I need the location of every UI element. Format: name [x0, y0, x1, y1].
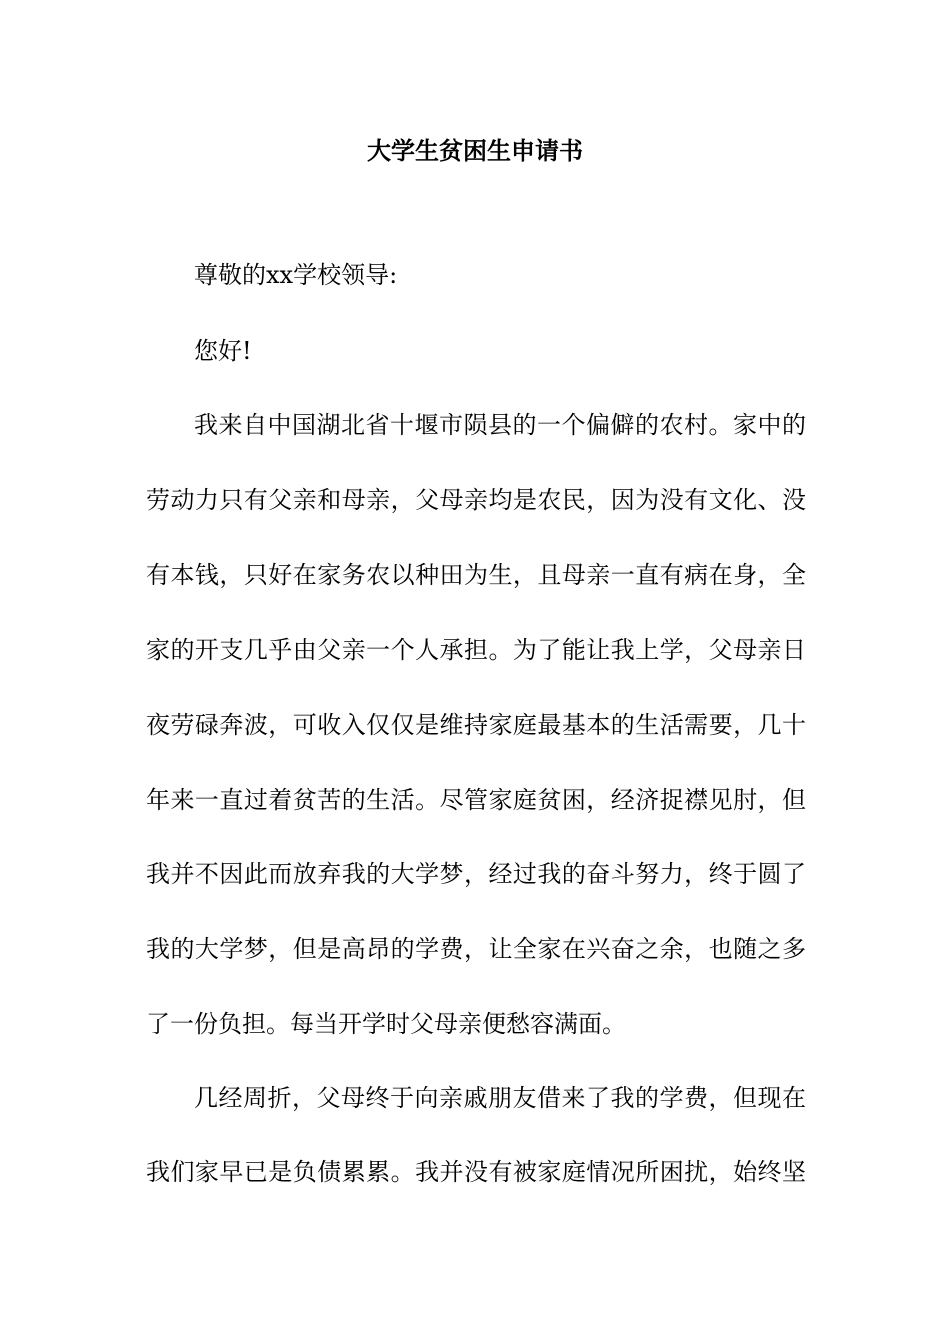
- paragraph-line: 劳动力只有父亲和母亲，父母亲均是农民，因为没有文化、没: [146, 486, 806, 514]
- paragraph-line: 有本钱，只好在家务农以种田为生，且母亲一直有病在身，全: [146, 561, 806, 589]
- paragraph-line: 夜劳碌奔波，可收入仅仅是维持家庭最基本的生活需要，几十: [146, 711, 806, 739]
- paragraph-line: 几经周折，父母终于向亲戚朋友借来了我的学费，但现在: [194, 1084, 806, 1112]
- paragraph-line: 我的大学梦，但是高昂的学费，让全家在兴奋之余，也随之多: [146, 935, 806, 963]
- paragraph-line: 我并不因此而放弃我的大学梦，经过我的奋斗努力，终于圆了: [146, 860, 806, 888]
- document-title: 大学生贫困生申请书: [367, 136, 583, 165]
- salutation: 尊敬的xx学校领导:: [194, 261, 398, 289]
- paragraph-line: 了一份负担。每当开学时父母亲便愁容满面。: [146, 1010, 626, 1038]
- greeting: 您好!: [194, 337, 252, 365]
- paragraph-line: 我们家早已是负债累累。我并没有被家庭情况所困扰，始终坚: [146, 1158, 806, 1186]
- paragraph-line: 家的开支几乎由父亲一个人承担。为了能让我上学，父母亲日: [146, 636, 806, 664]
- paragraph-line: 我来自中国湖北省十堰市陨县的一个偏僻的农村。家中的: [194, 411, 806, 439]
- paragraph-line: 年来一直过着贫苦的生活。尽管家庭贫困，经济捉襟见肘，但: [146, 786, 806, 814]
